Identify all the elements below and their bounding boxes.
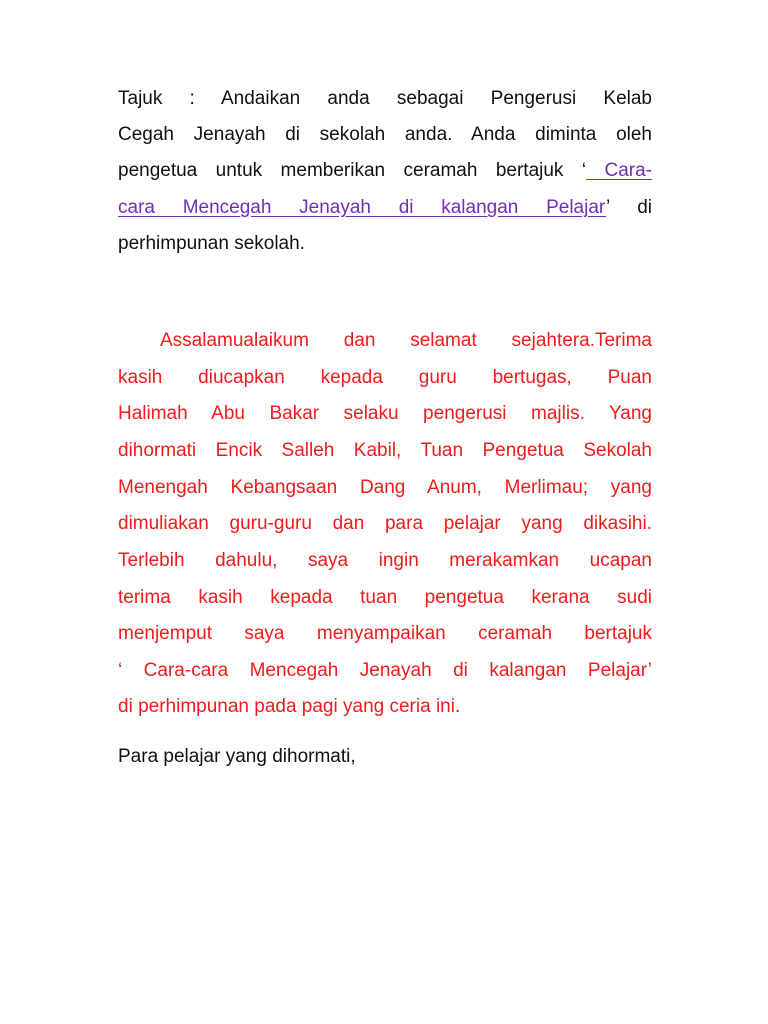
speech-line: Assalamualaikum dan selamat sejahtera.Terima [160, 330, 652, 351]
speech-line: Terlebih dahulu, saya ingin merakamkan ucapan [118, 550, 652, 571]
tajuk-line-3 [118, 159, 652, 183]
speech-line: Menengah Kebangsaan Dang Anum, Merlimau; yang [118, 477, 652, 498]
tajuk-line-4 [118, 196, 652, 220]
tajuk-line-2: Cegah Jenayah di sekolah anda. Anda diminta oleh [118, 124, 652, 145]
speech-line: di perhimpunan pada pagi yang ceria ini. [118, 696, 461, 717]
tajuk-line-5: perhimpunan sekolah. [118, 233, 305, 254]
closing-greeting: Para pelajar yang dihormati, [118, 746, 356, 767]
title-link-part-1[interactable]: Cara- [586, 160, 652, 181]
speech-line: menjemput saya menyampaikan ceramah bertajuk [118, 623, 652, 644]
speech-line: dimuliakan guru-guru dan para pelajar yang dikasihi. [118, 513, 652, 534]
speech-line: ‘ Cara-cara Mencegah Jenayah di kalangan Pelajar’ [118, 660, 652, 681]
tajuk-line-4-tail: ’ di [605, 197, 652, 218]
tajuk-line-3-text: pengetua untuk memberikan ceramah bertajuk ‘ [118, 160, 587, 181]
speech-line: dihormati Encik Salleh Kabil, Tuan Pengetua Sekolah [118, 440, 652, 461]
speech-line: kasih diucapkan kepada guru bertugas, Puan [118, 367, 652, 388]
speech-line: Halimah Abu Bakar selaku pengerusi majlis. Yang [118, 403, 652, 424]
title-link-part-2[interactable]: cara Mencegah Jenayah di kalangan Pelajar [118, 197, 606, 218]
tajuk-line-1: Tajuk : Andaikan anda sebagai Pengerusi Kelab [118, 88, 652, 109]
speech-line: terima kasih kepada tuan pengetua kerana sudi [118, 587, 652, 608]
